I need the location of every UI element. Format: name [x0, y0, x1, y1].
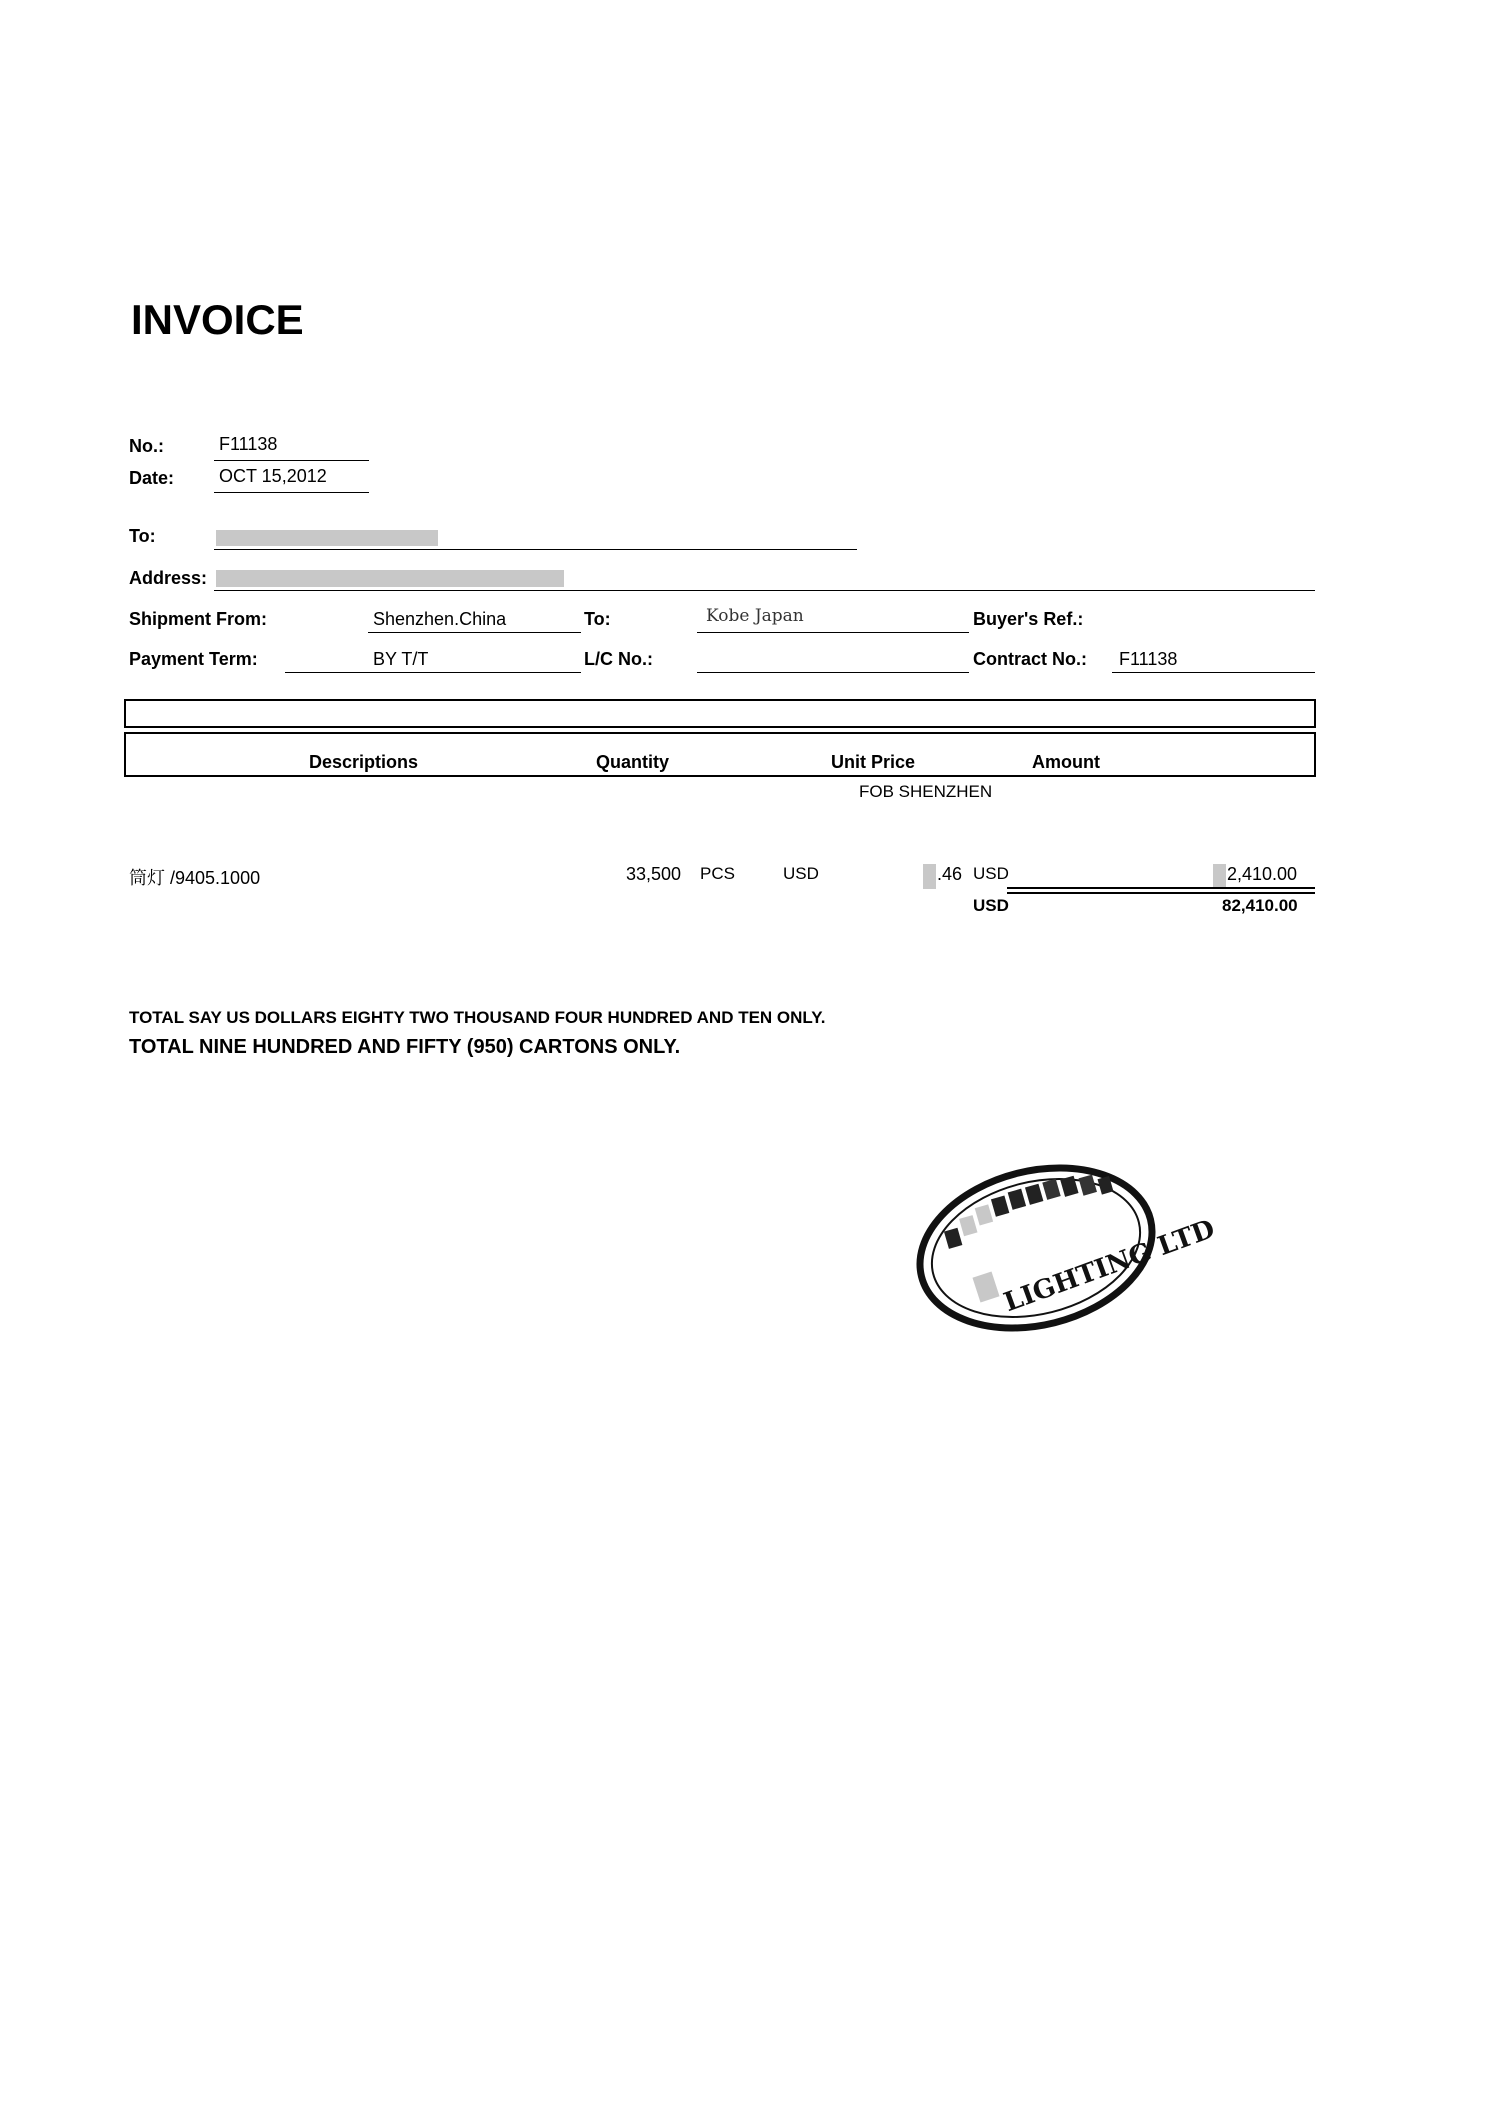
stamp-redacted	[972, 1272, 999, 1303]
lc-no-label: L/C No.:	[584, 649, 653, 669]
total-rule-bottom	[1007, 892, 1315, 894]
to-label: To:	[129, 526, 156, 546]
shipment-to-value: Kobe Japan	[706, 606, 804, 626]
stamp-chinese-glyphs	[938, 1164, 1116, 1248]
contract-no-label: Contract No.:	[973, 649, 1087, 669]
item-quantity: 33,500	[626, 864, 682, 884]
unit-price-redacted	[923, 864, 936, 889]
address-underline	[214, 590, 1315, 591]
item-description: 筒灯 /9405.1000	[129, 868, 261, 888]
total-currency: USD	[973, 896, 1009, 915]
lc-no-underline	[697, 672, 969, 673]
address-label: Address:	[129, 568, 208, 588]
date-underline	[214, 492, 369, 493]
column-header-box	[124, 732, 1316, 777]
item-amount-currency: USD	[973, 864, 1009, 883]
stamp-text: LIGHTING LTD	[1000, 1214, 1219, 1319]
item-price-currency: USD	[783, 864, 819, 883]
invoice-no-label: No.:	[129, 436, 164, 456]
page-title: INVOICE	[131, 296, 304, 343]
shipment-from-underline	[368, 632, 581, 633]
to-redacted	[216, 530, 438, 546]
total-amount: 82,410.00	[1222, 896, 1298, 915]
item-unit: PCS	[700, 864, 735, 883]
shipment-from-value: Shenzhen.China	[373, 609, 507, 629]
shipment-to-underline	[697, 632, 969, 633]
company-stamp	[908, 1146, 1219, 1346]
header-unit-price: Unit Price	[831, 752, 916, 772]
payment-term-underline	[285, 672, 581, 673]
contract-no-underline	[1112, 672, 1315, 673]
total-say-text: TOTAL SAY US DOLLARS EIGHTY TWO THOUSAND FOUR HUNDRED AND TEN ONLY.	[129, 1008, 826, 1027]
shipment-to-label: To:	[584, 609, 611, 629]
address-redacted	[216, 570, 564, 587]
amount-redacted	[1213, 864, 1226, 888]
item-unit-price: .46	[937, 864, 963, 884]
incoterm-label: FOB SHENZHEN	[859, 782, 993, 801]
to-underline	[214, 549, 857, 550]
payment-term-label: Payment Term:	[129, 649, 258, 669]
item-amount: 2,410.00	[1227, 864, 1298, 884]
shipment-from-label: Shipment From:	[129, 609, 267, 629]
date-value: OCT 15,2012	[219, 466, 327, 486]
total-rule-top	[1007, 887, 1315, 889]
payment-term-value: BY T/T	[373, 649, 429, 669]
header-descriptions: Descriptions	[309, 752, 419, 772]
contract-no-value: F11138	[1119, 649, 1178, 669]
buyer-ref-label: Buyer's Ref.:	[973, 609, 1084, 629]
blank-header-box	[124, 699, 1316, 728]
invoice-no-value: F11138	[219, 434, 278, 454]
header-amount: Amount	[1032, 752, 1100, 772]
header-quantity: Quantity	[596, 752, 670, 772]
date-label: Date:	[129, 468, 175, 488]
invoice-no-underline	[214, 460, 369, 461]
cartons-text: TOTAL NINE HUNDRED AND FIFTY (950) CARTONS ONLY.	[129, 1036, 681, 1058]
